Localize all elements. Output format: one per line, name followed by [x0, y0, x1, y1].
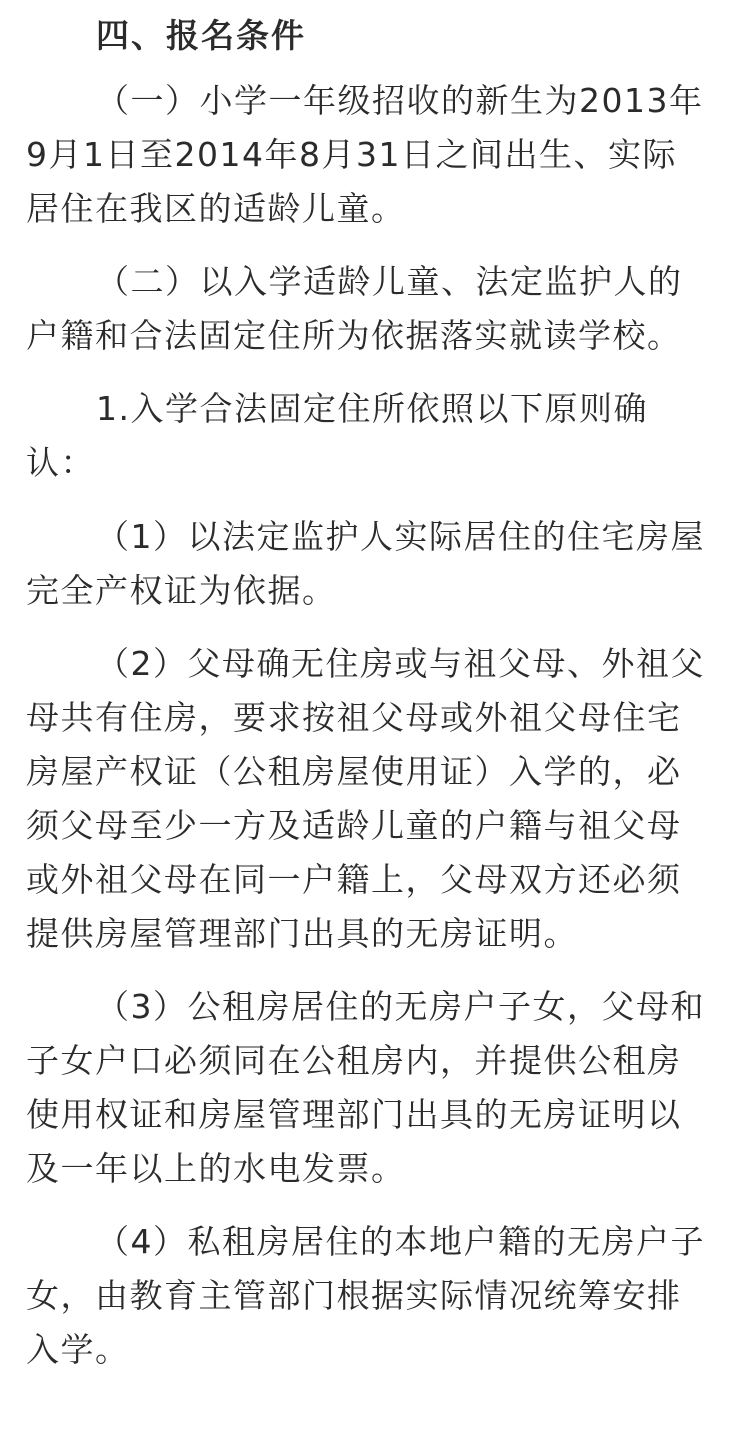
paragraph-7: （4）私租房居住的本地户籍的无房户子女，由教育主管部门根据实际情况统筹安排入学。: [26, 1222, 705, 1369]
paragraph-5: （2）父母确无住房或与祖父母、外祖父母共有住房，要求按祖父母或外祖父母住宅房屋产权证（公租房屋使用证）入学的，必须父母至少一方及适龄儿童的户籍与祖父母或外祖父母在同一户籍上，父母双方还必须提供房屋管理部门出具的无房证明。: [26, 644, 705, 953]
paragraph-3: 1.入学合法固定住所依照以下原则确认：: [26, 389, 648, 482]
paragraph-4: （1）以法定监护人实际居住的住宅房屋完全产权证为依据。: [26, 517, 705, 610]
paragraph-2: （二）以入学适龄儿童、法定监护人的户籍和合法固定住所为依据落实就读学校。: [26, 262, 683, 355]
paragraph-1: （一）小学一年级招收的新生为2013年9月1日至2014年8月31日之间出生、实际居住在我区的适龄儿童。: [26, 81, 704, 228]
section-heading: 四、报名条件: [96, 16, 306, 55]
paragraph-6: （3）公租房居住的无房户子女，父母和子女户口必须同在公租房内，并提供公租房使用权证和房屋管理部门出具的无房证明以及一年以上的水电发票。: [26, 987, 705, 1188]
